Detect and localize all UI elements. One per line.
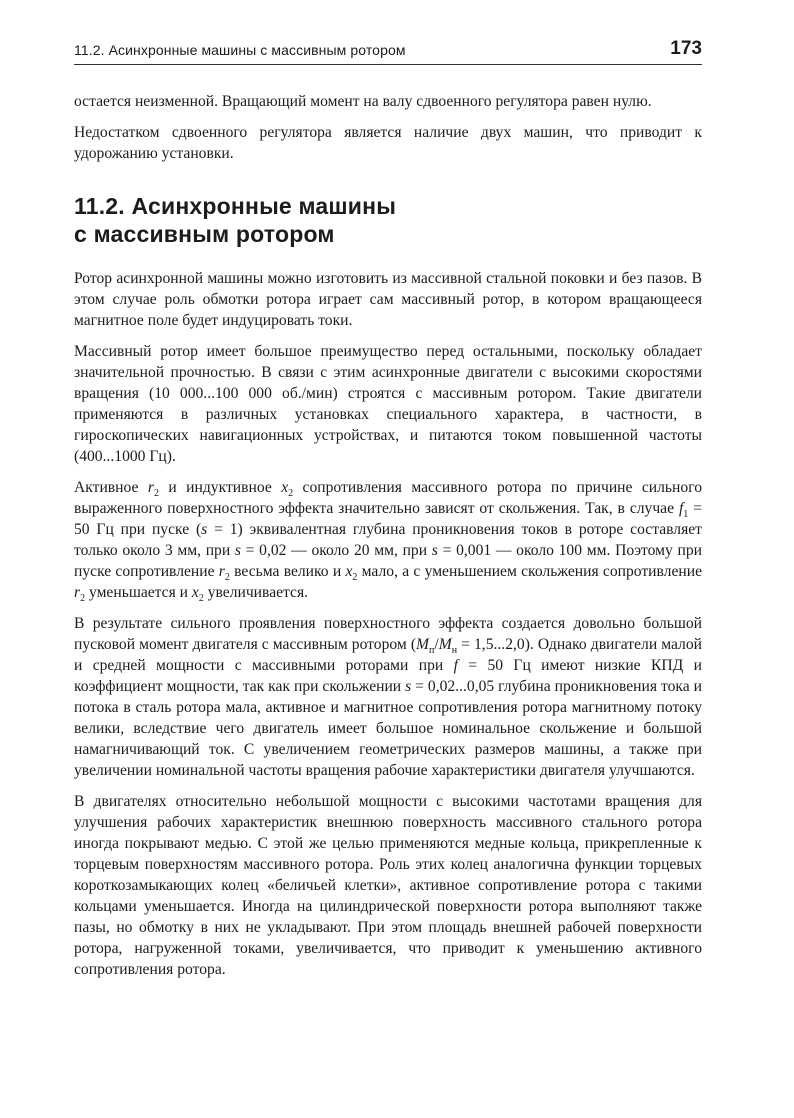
page-body [74, 91, 702, 980]
section-heading [74, 192, 702, 248]
paragraph-4: В результате сильного проявления поверхностного эффекта создается довольно большой пусковой момент двигателя с массивным ротором $(M_п/M_н = 1,5...2,0)$. Однако двигатели малой и средней мощности с массивными роторами при f = 50 Гц имеют низкие КПД и коэффициент мощности, так как при скольжении s = 0,02...0,05 глубина проникновения тока и потока в сталь ротора мала, активное и магнитное сопротивления ротора магнитному потоку велики, вследствие чего двигатель имеет большое номинальное скольжение и большой намагничивающий ток. С увеличением геометрических размеров машины, а также при увеличении номинальной частоты вращения рабочие характеристики двигателя улучшаются. [74, 615, 702, 779]
paragraph-1: Ротор асинхронной машины можно изготовить из массивной стальной поковки и без пазов. В этом случае роль обмотки ротора играет сам массивный ротор, в котором вращающееся магнитное поле будет индуцировать токи. [74, 270, 702, 329]
book-page [74, 34, 702, 990]
section-heading-line-2: с массивным ротором [74, 221, 335, 247]
running-title: 11.2. Асинхронные машины с массивным ротором [74, 42, 406, 58]
intro-paragraph-1: остается неизменной. Вращающий момент на валу сдвоенного регулятора равен нулю. [74, 93, 652, 110]
paragraph-3: Активное $r_2$ и индуктивное $x_2$ сопротивления массивного ротора по причине сильного выраженного поверхностного эффекта значительно зависят от скольжения. Так, в случае $f_1 = 50$ Гц при пуске (s = 1) эквивалентная глубина проникновения токов в роторе составляет только около 3 мм, при s = 0,02 — около 20 мм, при s = 0,001 — около 100 мм. Поэтому при пуске сопротивление $r_2$ весьма велико и $x_2$ мало, а с уменьшением скольжения сопротивление $r_2$ уменьшается и $x_2$ увеличивается. [74, 479, 703, 605]
page-number: 173 [670, 38, 702, 59]
section-heading-line-1: 11.2. Асинхронные машины [74, 193, 397, 219]
paragraph-5: В двигателях относительно небольшой мощности с высокими частотами вращения для улучшения рабочих характеристик внешнюю поверхность массивного стального ротора иногда покрывают медью. С этой же целью применяются медные кольца, прикрепленные к торцевым поверхностям массивного ротора. Роль этих колец аналогична функции торцевых короткозамыкающих колец «беличьей клетки», активное сопротивление ротора с такими кольцами уменьшается. Иногда на цилиндрической поверхности ротора выполняют также пазы, но обмотку в них не укладывают. При этом площадь внешней рабочей поверхности ротора, нагруженной токами, увеличивается, что приводит к уменьшению активного сопротивления ротора. [74, 793, 702, 978]
intro-paragraph-2: Недостатком сдвоенного регулятора является наличие двух машин, что приводит к удорожанию установки. [74, 124, 702, 162]
running-header [74, 34, 702, 65]
paragraph-2: Массивный ротор имеет большое преимущество перед остальными, поскольку обладает значительной прочностью. В связи с этим асинхронные двигатели с высокими скоростями вращения (10 000...100 000 об./мин) строятся с массивным ротором. Такие двигатели применяются в различных установках специального характера, в частности, в гироскопических навигационных устройствах, и питаются током повышенной частоты (400...1000 Гц). [74, 343, 702, 465]
